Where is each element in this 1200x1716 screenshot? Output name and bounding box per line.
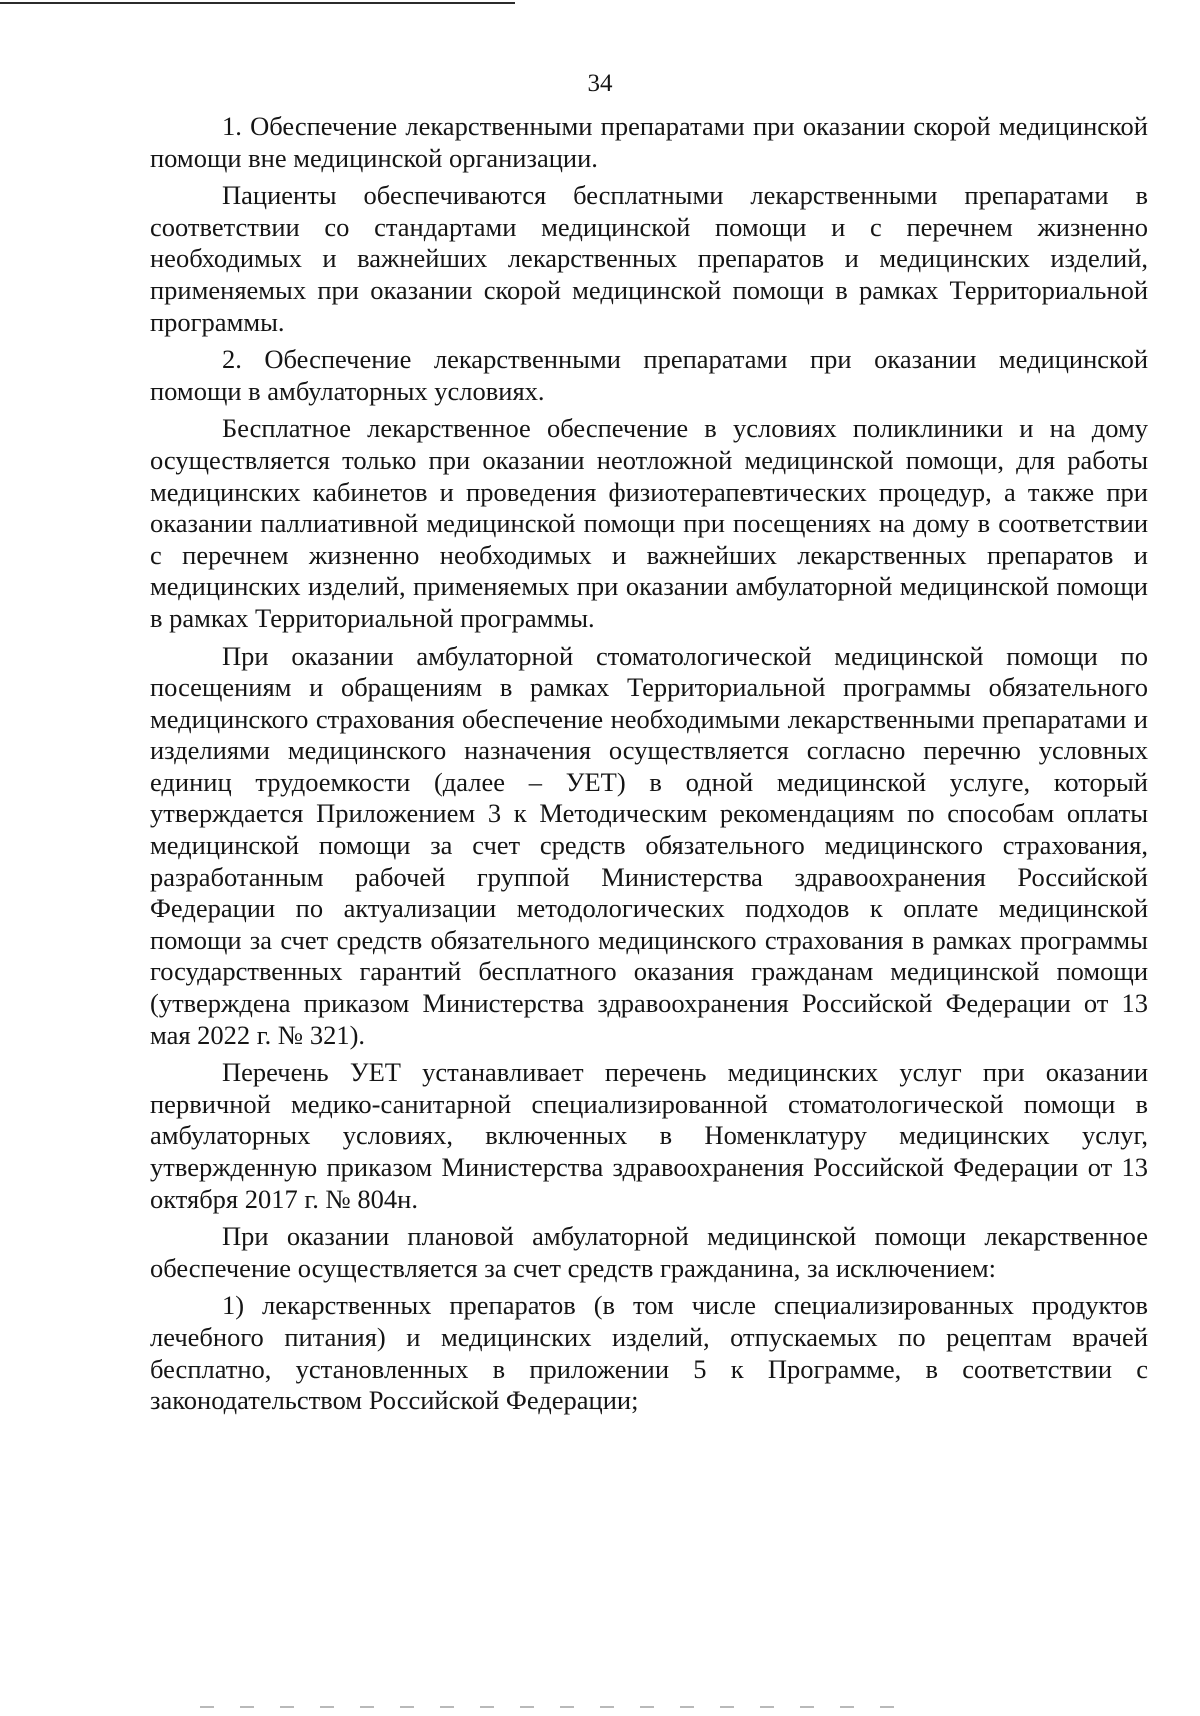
top-border-line bbox=[0, 2, 515, 4]
paragraph-ambulance-drugs: Пациенты обеспечиваются бесплатными лекарственными препаратами в соответствии со стандартами медицинской помощи и с перечнем жизненно необходимых и важнейших лекарственных препаратов и медицинских изделий, применяемых при оказании скорой медицинской помощи в рамках Территориальной программы. bbox=[150, 180, 1148, 337]
paragraph-dental-care: При оказании амбулаторной стоматологической медицинской помощи по посещениям и обращениям в рамках Территориальной программы обязательного медицинского страхования обеспечение необходимыми лекарственными препаратами и изделиями медицинского назначения осуществляется согласно перечню условных единиц трудоемкости (далее – УЕТ) в одной медицинской услуге, который утверждается Приложением 3 к Методическим рекомендациям по способам оплаты медицинской помощи за счет средств обязательного медицинского страхования, разработанным рабочей группой Министерства здравоохранения Российской Федерации по актуализации методологических подходов к оплате медицинской помощи за счет средств обязательного медицинского страхования в рамках программы государственных гарантий бесплатного оказания гражданам медицинской помощи (утверждена приказом Министерства здравоохранения Российской Федерации от 13 мая 2022 г. № 321). bbox=[150, 640, 1148, 1050]
list-item-free-prescriptions: 1) лекарственных препаратов (в том числе специализированных продуктов лечебного питания) и медицинских изделий, отпускаемых по рецептам врачей бесплатно, установленных в приложении 5 к Программе, в соответствии с законодательством Российской Федерации; bbox=[150, 1290, 1148, 1416]
paragraph-uet-list: Перечень УЕТ устанавливает перечень медицинских услуг при оказании первичной медико-санитарной специализированной стоматологической помощи в амбулаторных условиях, включенных в Номенклатуру медицинских услуг, утвержденную приказом Министерства здравоохранения Российской Федерации от 13 октября 2017 г. № 804н. bbox=[150, 1057, 1148, 1214]
paragraph-ambulance-drugs-heading: 1. Обеспечение лекарственными препаратами при оказании скорой медицинской помощи вне медицинской организации. bbox=[150, 111, 1148, 173]
paragraph-outpatient-drugs-heading: 2. Обеспечение лекарственными препаратами при оказании медицинской помощи в амбулаторных условиях. bbox=[150, 344, 1148, 406]
paragraph-free-drug-supply: Бесплатное лекарственное обеспечение в условиях поликлиники и на дому осуществляется только при оказании неотложной медицинской помощи, для работы медицинских кабинетов и проведения физиотерапевтических процедур, а также при оказании паллиативной медицинской помощи при посещениях на дому в соответствии с перечнем жизненно необходимых и важнейших лекарственных препаратов и медицинских изделий, применяемых при оказании амбулаторной медицинской помощи в рамках Территориальной программы. bbox=[150, 413, 1148, 633]
page-number: 34 bbox=[587, 70, 613, 97]
paragraph-planned-care: При оказании плановой амбулаторной медицинской помощи лекарственное обеспечение осуществляется за счет средств гражданина, за исключением: bbox=[150, 1221, 1148, 1283]
document-body bbox=[150, 111, 1148, 1417]
scan-artifact-line bbox=[200, 1706, 900, 1708]
